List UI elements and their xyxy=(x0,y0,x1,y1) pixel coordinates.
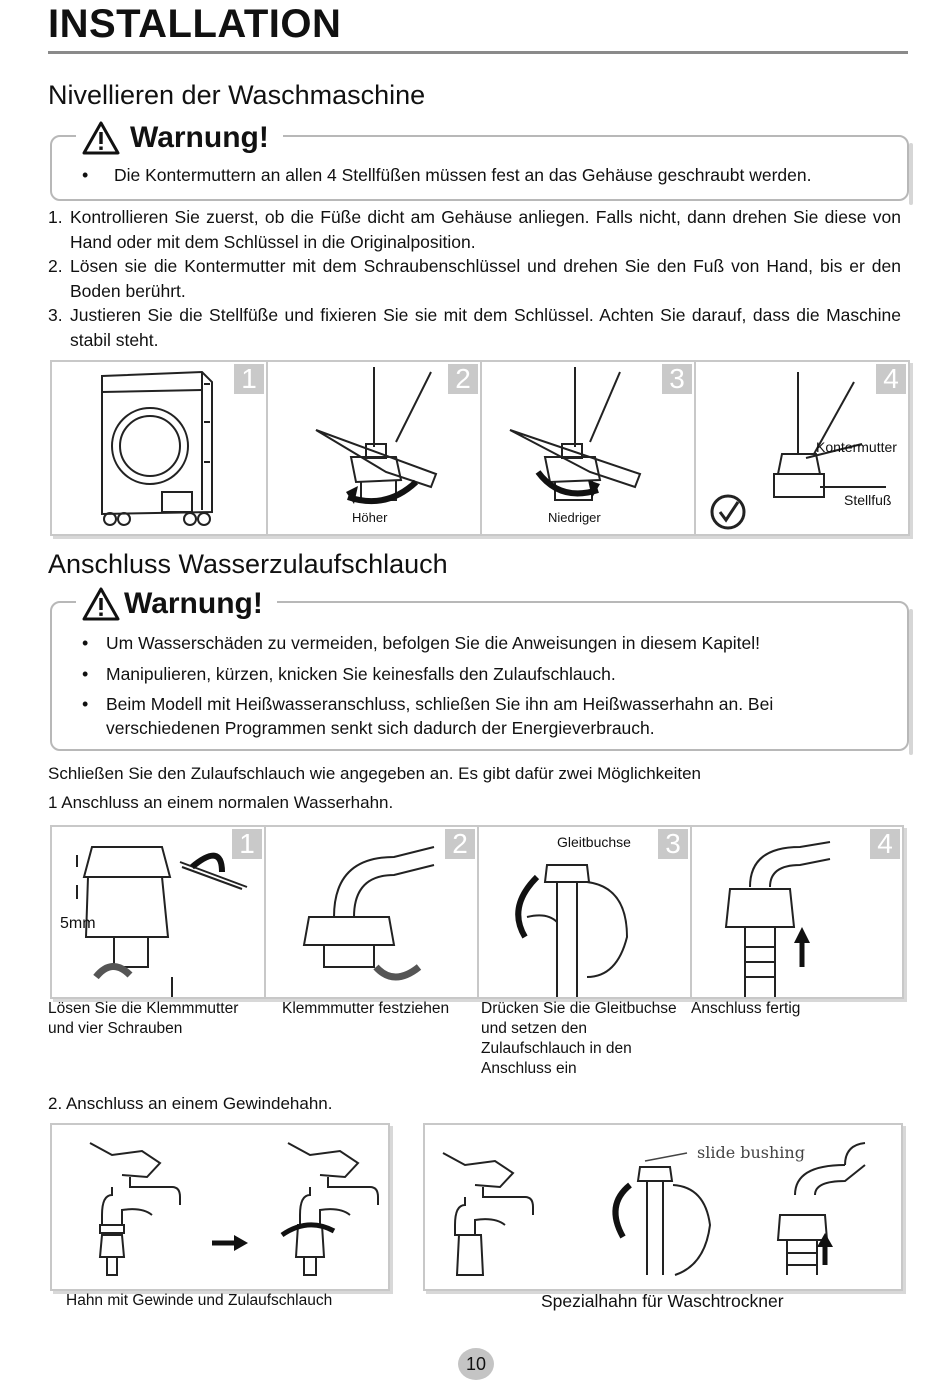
title-divider xyxy=(48,51,908,54)
caption-step-3: Drücken Sie die Gleitbuchse und setzen den Zulaufschlauch in den Anschluss ein xyxy=(481,1000,677,1077)
warning-list-leveling xyxy=(82,164,902,195)
section-heading-inlet-hose: Anschluss Wasserzulaufschlauch xyxy=(48,549,448,579)
subheading-threaded-tap: 2. Anschluss an einem Gewindehahn. xyxy=(48,1094,333,1113)
normal-tap-step-3-image xyxy=(477,827,692,997)
caption-step-1: Lösen Sie die Klemmmutter und vier Schrauben xyxy=(48,1000,239,1037)
label-adjustable-foot: Stellfuß xyxy=(844,492,892,508)
warning-title: Warnung! xyxy=(130,121,269,154)
step-item: 2. Lösen sie die Kontermutter mit dem Schraubenschlüssel und drehen Sie den Fuß von Hand, bis er den Boden berührt. xyxy=(48,256,901,301)
normal-tap-figure xyxy=(50,825,904,999)
dryer-tap-illustration xyxy=(425,1125,901,1289)
page-title: INSTALLATION xyxy=(48,2,342,46)
step-item: 1. Kontrollieren Sie zuerst, ob die Füße dicht am Gehäuse anliegen. Falls nicht, dann drehen Sie diese von Hand oder mit dem Schlüssel in die Originalposition. xyxy=(48,207,901,252)
normal-tap-step-1-image xyxy=(52,827,266,997)
step-badge: 1 xyxy=(234,364,264,394)
leveling-figure xyxy=(50,360,910,536)
warning-item: • Beim Modell mit Heißwasseranschluss, schließen Sie ihn am Heißwasserhahn an. Bei verschiedenen Programmen senkt sich dadurch der Energieverbrauch. xyxy=(82,693,882,740)
warning-triangle-icon xyxy=(82,587,120,621)
warning-triangle-icon xyxy=(82,121,120,155)
label-5mm: 5mm xyxy=(60,915,96,932)
label-lock-nut: Kontermutter xyxy=(816,439,897,455)
warning-item: • Manipulieren, kürzen, knicken Sie keinesfalls den Zulaufschlauch. xyxy=(82,663,882,687)
warning-list-hose xyxy=(82,632,882,748)
step-badge: 2 xyxy=(448,364,478,394)
warning-header-leveling xyxy=(76,118,283,158)
threaded-tap-figure xyxy=(50,1123,390,1291)
leveling-step-4-image xyxy=(694,362,908,534)
label-slide-bushing: Gleitbuchse xyxy=(557,834,631,850)
warning-title: Warnung! xyxy=(124,587,263,620)
dryer-tap-figure xyxy=(423,1123,903,1291)
step-badge: 2 xyxy=(445,829,475,859)
step-badge: 3 xyxy=(662,364,692,394)
step-item: 3. Justieren Sie die Stellfüße und fixieren Sie sie mit dem Schlüssel. Achten Sie darauf, dass die Maschine stabil steht. xyxy=(48,305,901,350)
warning-header-hose xyxy=(76,584,277,624)
step-badge: 3 xyxy=(658,829,688,859)
threaded-tap-illustration xyxy=(52,1125,388,1289)
leveling-step-3-image xyxy=(480,362,696,534)
leveling-step-2-image xyxy=(266,362,482,534)
warning-item: • Die Kontermuttern an allen 4 Stellfüßen müssen fest an das Gehäuse geschraubt werden. xyxy=(82,164,902,188)
caption-threaded-tap: Hahn mit Gewinde und Zulaufschlauch xyxy=(66,1292,333,1309)
hose-intro-text: Schließen Sie den Zulaufschlauch wie angegeben an. Es gibt dafür zwei Möglichkeiten xyxy=(48,764,702,783)
warning-item: • Um Wasserschäden zu vermeiden, befolgen Sie die Anweisungen in diesem Kapitel! xyxy=(82,632,882,656)
section-heading-leveling: Nivellieren der Waschmaschine xyxy=(48,80,426,110)
normal-tap-step-2-image xyxy=(264,827,479,997)
caption-dryer-tap: Spezialhahn für Waschtrockner xyxy=(541,1291,784,1311)
step-badge: 1 xyxy=(232,829,262,859)
leveling-step-1-image xyxy=(52,362,268,534)
step-badge: 4 xyxy=(870,829,900,859)
subheading-normal-tap: 1 Anschluss an einem normalen Wasserhahn. xyxy=(48,793,394,812)
caption-step-4: Anschluss fertig xyxy=(691,1000,801,1017)
page-number: 10 xyxy=(458,1348,494,1380)
step-badge: 4 xyxy=(876,364,906,394)
label-slide-bushing-en: slide bushing xyxy=(697,1143,805,1162)
leveling-steps xyxy=(48,205,901,352)
label-higher: Höher xyxy=(352,510,388,525)
normal-tap-step-4-image xyxy=(690,827,902,997)
label-lower: Niedriger xyxy=(548,510,601,525)
caption-step-2: Klemmmutter festziehen xyxy=(282,1000,450,1017)
